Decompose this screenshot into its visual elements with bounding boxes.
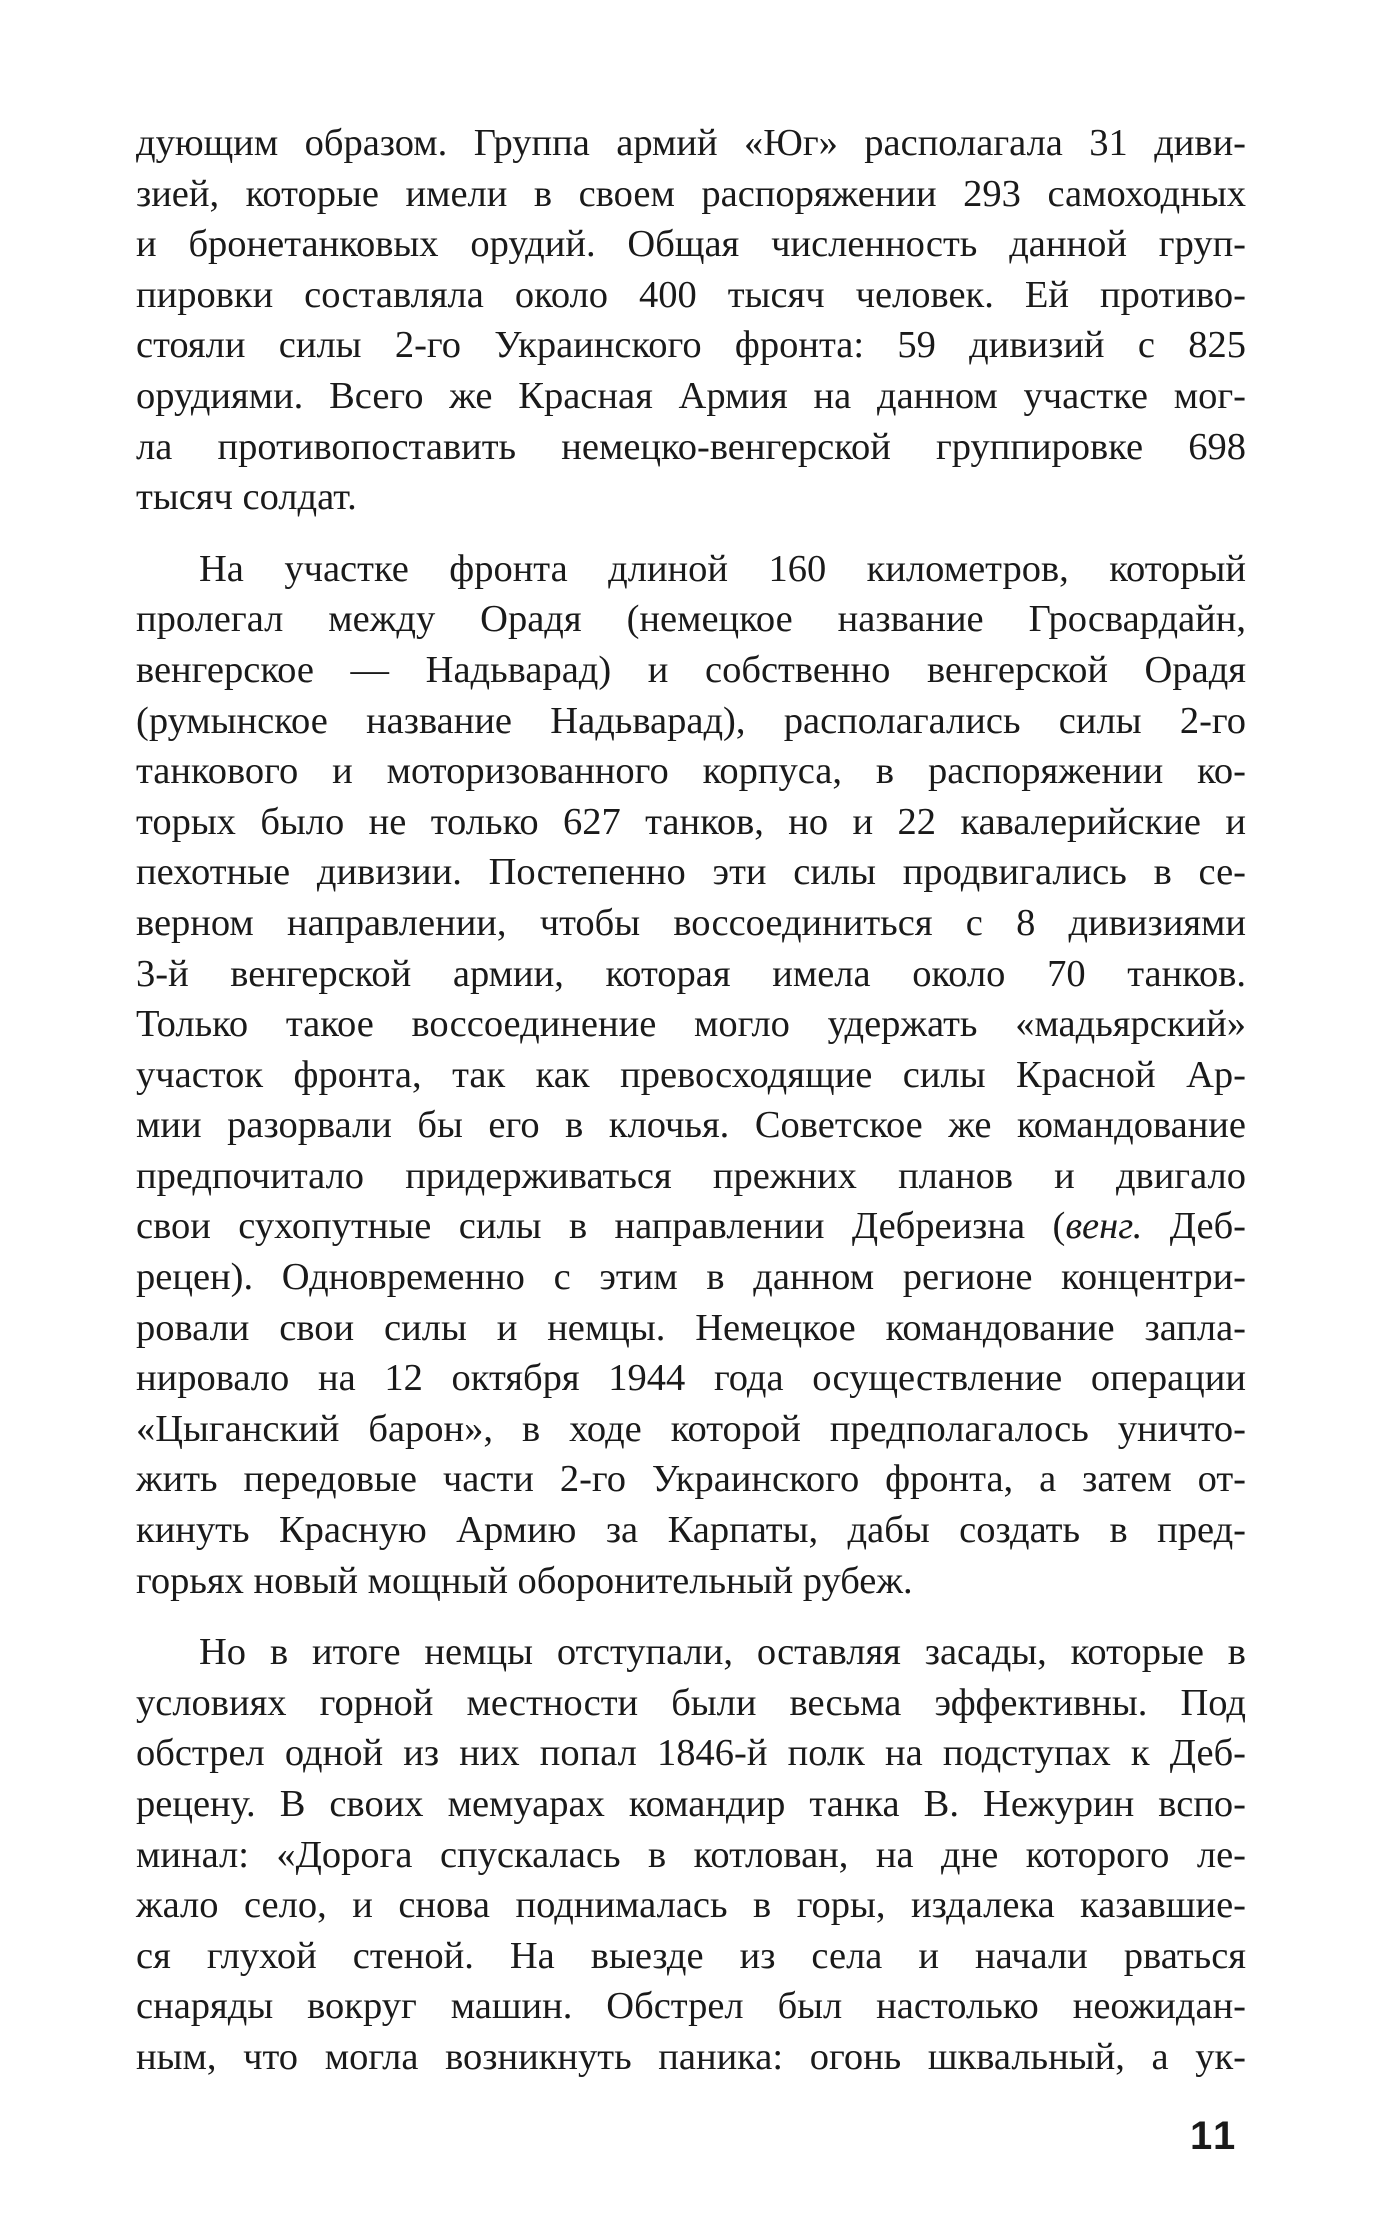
text-line: Но в итоге немцы отступали, оставляя засады, которые в <box>199 1631 1246 1674</box>
text-line: ным, что могла возникнуть паника: огонь шквальный, а ук- <box>136 2035 1246 2078</box>
paragraph-1 <box>136 118 1246 523</box>
text-line: орудиями. Всего же Красная Армия на данном участке мог- <box>136 374 1246 417</box>
text-line: танкового и моторизованного корпуса, в распоряжении ко- <box>136 750 1246 793</box>
text-line: предпочитало придерживаться прежних планов и двигало <box>136 1154 1246 1197</box>
text-line: минал: «Дорога спускалась в котлован, на дне которого ле- <box>136 1833 1246 1876</box>
text-line: мии разорвали бы его в клочья. Советское же командование <box>136 1104 1246 1147</box>
text-line: стояли силы 2-го Украинского фронта: 59 дивизий с 825 <box>136 324 1246 367</box>
text-line: На участке фронта длиной 160 километров, который <box>199 547 1246 590</box>
text-line: горьях новый мощный оборонительный рубеж. <box>136 1559 913 1602</box>
text-line: свои сухопутные силы в направлении Дебреизна (венг. Деб- <box>136 1205 1246 1248</box>
text-line: дующим образом. Группа армий «Юг» располагала 31 диви- <box>136 122 1246 164</box>
text-line: пехотные дивизии. Постепенно эти силы продвигались в се- <box>136 851 1246 894</box>
text-line: обстрел одной из них попал 1846-й полк на подступах к Деб- <box>136 1732 1246 1775</box>
text-line: ровали свои силы и немцы. Немецкое командование запла- <box>136 1306 1246 1349</box>
paragraph-3 <box>136 1627 1246 2082</box>
abbreviation-italic: венг. <box>1065 1205 1143 1248</box>
text-line: рецену. В своих мемуарах командир танка В. Нежурин вспо- <box>136 1783 1246 1825</box>
text-line: пролегал между Орадя (немецкое название Гросвардайн, <box>136 598 1246 641</box>
text-line: ла противопоставить немецко-венгерской группировке 698 <box>136 425 1246 468</box>
text-line: жало село, и снова поднималась в горы, издалека казавшие- <box>136 1884 1246 1927</box>
text-line: нировало на 12 октября 1944 года осуществление операции <box>136 1357 1246 1400</box>
text-line: верном направлении, чтобы воссоединиться с 8 дивизиями <box>136 901 1246 944</box>
text-line: Только такое воссоединение могло удержать «мадьярский» <box>136 1003 1246 1046</box>
text-line: ся глухой стеной. На выезде из села и начали рваться <box>136 1934 1246 1977</box>
text-line: тысяч солдат. <box>136 476 357 519</box>
text-line: (румынское название Надьварад), располагались силы 2-го <box>136 699 1246 742</box>
text-line: условиях горной местности были весьма эффективны. Под <box>136 1681 1246 1724</box>
text-line: участок фронта, так как превосходящие силы Красной Ар- <box>136 1053 1246 1096</box>
text-line: жить передовые части 2-го Украинского фронта, а затем от- <box>136 1458 1246 1501</box>
text-line: венгерское — Надьварад) и собственно венгерской Орадя <box>136 648 1246 691</box>
text-line: торых было не только 627 танков, но и 22 кавалерийские и <box>136 800 1246 843</box>
text-line: кинуть Красную Армию за Карпаты, дабы создать в пред- <box>136 1509 1246 1552</box>
book-page <box>136 118 1246 2083</box>
text-line: 3-й венгерской армии, которая имела около 70 танков. <box>136 952 1246 995</box>
page-number: 11 <box>1190 2114 1239 2158</box>
text-line: и бронетанковых орудий. Общая численность данной груп- <box>136 223 1246 266</box>
text-line: снаряды вокруг машин. Обстрел был настолько неожидан- <box>136 1985 1246 2028</box>
paragraph-2 <box>136 544 1246 1606</box>
text-line: рецен). Одновременно с этим в данном регионе концентри- <box>136 1256 1246 1299</box>
text-line: «Цыганский барон», в ходе которой предполагалось уничто- <box>136 1407 1246 1450</box>
text-line: пировки составляла около 400 тысяч человек. Ей противо- <box>136 273 1246 316</box>
text-line: зией, которые имели в своем распоряжении 293 самоходных <box>136 172 1246 215</box>
